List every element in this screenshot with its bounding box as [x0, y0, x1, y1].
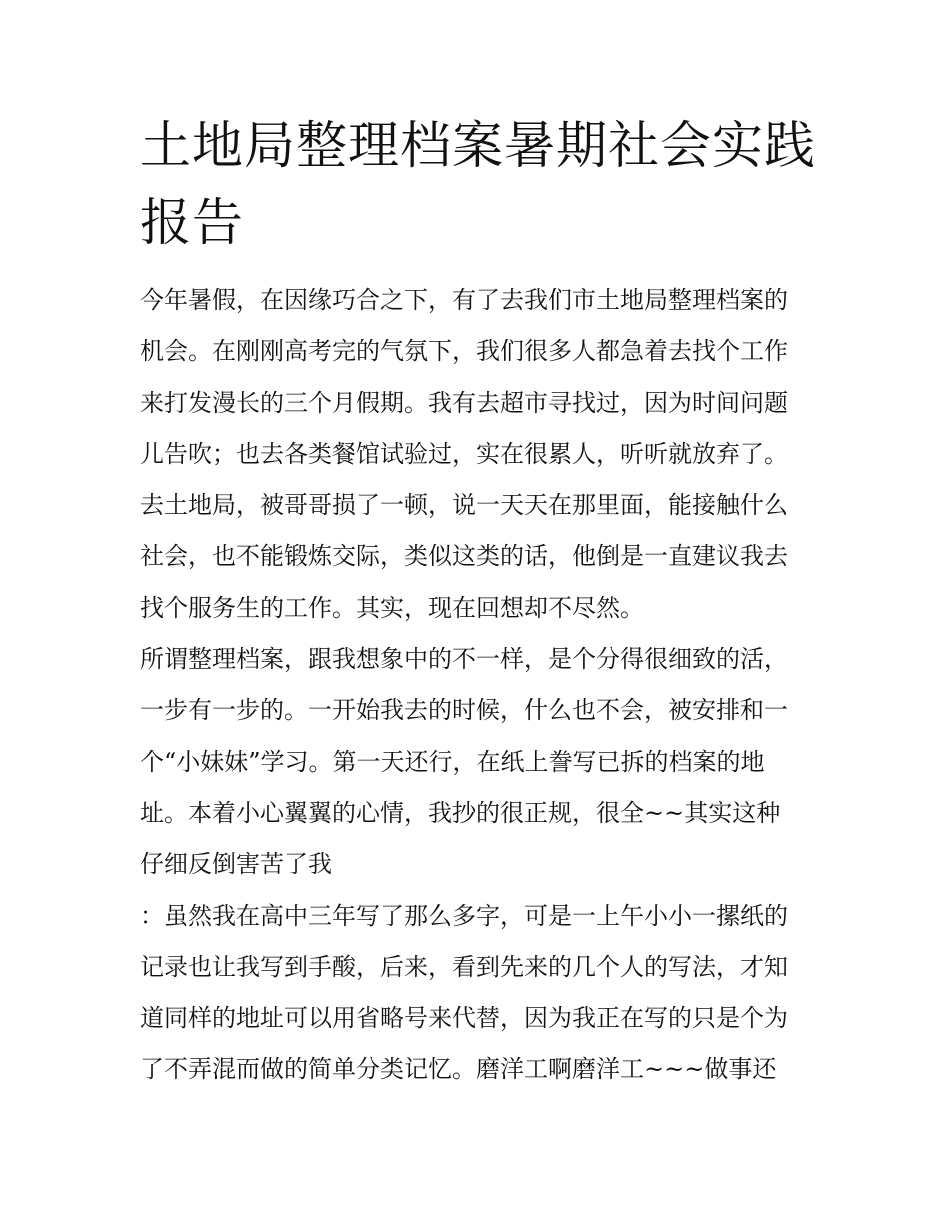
body-line: 个“小妹妹”学习。第一天还行，在纸上誊写已拆的档案的地 — [140, 747, 765, 776]
title-line: 土地局整理档案暑期社会实践 — [140, 117, 817, 176]
body-line: 仔细反倒害苦了我 — [140, 850, 332, 879]
body-line: 了不弄混而做的简单分类记忆。磨洋工啊磨洋工~~~做事还 — [140, 1055, 777, 1084]
body-line: 来打发漫长的三个月假期。我有去超市寻找过，因为时间问题 — [140, 388, 788, 417]
body-line: 记录也让我写到手酸，后来，看到先来的几个人的写法，才知 — [140, 952, 788, 981]
document-title — [140, 108, 820, 262]
body-line: ：虽然我在高中三年写了那么多字，可是一上午小小一摞纸的 — [140, 901, 788, 930]
body-line: 找个服务生的工作。其实，现在回想却不尽然。 — [140, 593, 644, 622]
body-line: 社会，也不能锻炼交际，类似这类的话，他倒是一直建议我去 — [140, 542, 788, 571]
body-line: 道同样的地址可以用省略号来代替，因为我正在写的只是个为 — [140, 1004, 788, 1033]
document-body — [140, 280, 830, 1101]
body-line: 去土地局，被哥哥损了一顿，说一天天在那里面，能接触什么 — [140, 491, 788, 520]
body-line: 所谓整理档案，跟我想象中的不一样，是个分得很细致的活， — [140, 645, 788, 674]
title-line: 报告 — [140, 194, 245, 253]
body-line: 儿告吹；也去各类餐馆试验过，实在很累人，听听就放弃了。 — [140, 439, 788, 468]
body-line: 址。本着小心翼翼的心情，我抄的很正规，很全~~其实这种 — [140, 798, 781, 827]
body-line: 机会。在刚刚高考完的气氛下，我们很多人都急着去找个工作 — [140, 337, 788, 366]
body-line: 今年暑假，在因缘巧合之下，有了去我们市土地局整理档案的 — [140, 286, 788, 314]
body-line: 一步有一步的。一开始我去的时候，什么也不会，被安排和一 — [140, 696, 788, 725]
